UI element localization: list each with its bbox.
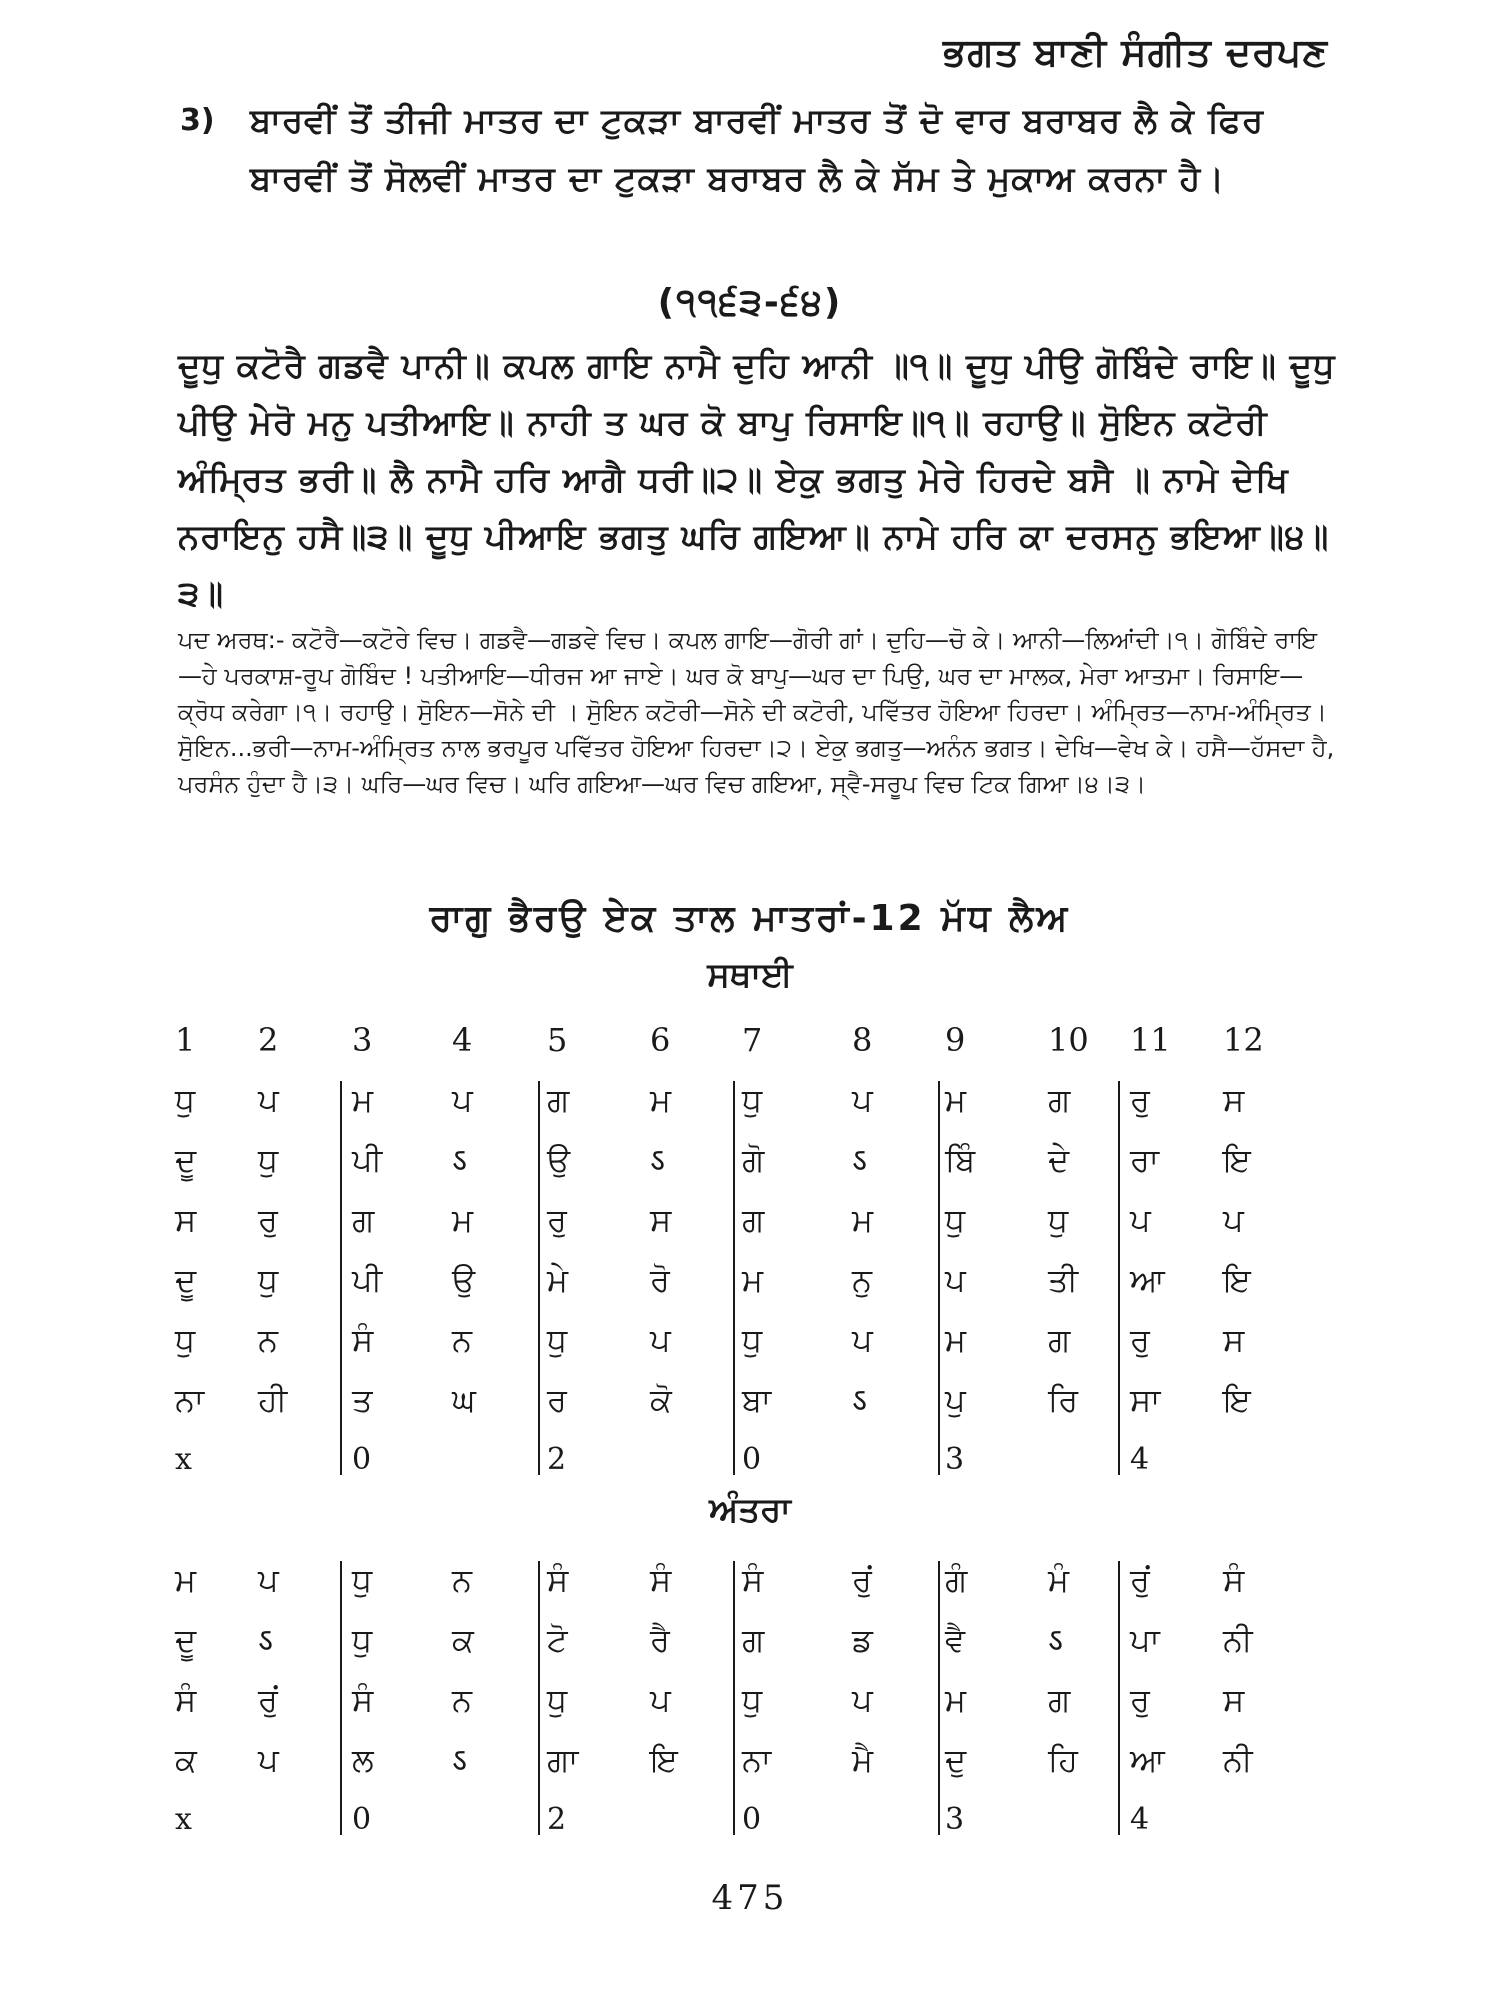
taal-mark: 0 — [742, 1802, 762, 1837]
beat-number: 1 — [175, 1021, 196, 1059]
swar-cell: ਪੀ — [352, 1141, 383, 1179]
swar-cell: ਮ — [945, 1081, 967, 1119]
swar-cell: ਤ — [352, 1381, 373, 1419]
swar-cell: ਮੰ — [1048, 1561, 1070, 1599]
swar-cell: ਸ — [175, 1201, 197, 1239]
rule-item — [180, 92, 1340, 208]
swar-cell: ਗ — [742, 1621, 765, 1659]
swar-cell: ਮ — [742, 1261, 764, 1299]
taal-mark: 0 — [352, 1442, 372, 1477]
swar-cell: ਨ — [258, 1321, 279, 1359]
swar-cell: ਗਾ — [547, 1741, 579, 1779]
swar-cell: ऽ — [452, 1741, 467, 1779]
swar-cell: ਗ — [1048, 1081, 1071, 1119]
swar-cell: ਮ — [175, 1561, 197, 1599]
swar-cell: ऽ — [650, 1141, 665, 1179]
swar-cell: ਬਾ — [742, 1381, 772, 1419]
swar-cell: ਉ — [452, 1261, 476, 1299]
swar-cell: ਧੁ — [258, 1261, 279, 1299]
swar-cell: ਪ — [650, 1321, 671, 1359]
swar-cell: ਹਿ — [1048, 1741, 1078, 1779]
running-header: ਭਗਤ ਬਾਣੀ ਸੰਗੀਤ ਦਰਪਣ — [943, 30, 1328, 74]
swar-cell: ਸ — [1223, 1081, 1245, 1119]
measure-bar-line — [538, 1561, 540, 1835]
measure-bar-line — [733, 1081, 735, 1475]
swar-cell: ਸ — [1223, 1681, 1245, 1719]
shabad-verse: ਦੂਧੁ ਕਟੋਰੈ ਗਡਵੈ ਪਾਨੀ॥ ਕਪਲ ਗਾਇ ਨਾਮੈ ਦੁਹਿ ਆਨੀ ॥੧॥ ਦੂਧੁ ਪੀਉ ਗੋਬਿੰਦੇ ਰਾਇ॥ ਦੂਧੁ ਪੀਉ ਮੇਰੋ ਮਨੁ ਪਤੀਆਇ॥ ਨਾਹੀ ਤ ਘਰ ਕੋ ਬਾਪੁ ਰਿਸਾਇ॥੧॥ ਰਹਾਉ॥ ਸੋੁਇਨ ਕਟੋਰੀ ਅੰਮ੍ਰਿਤ ਭਰੀ॥ ਲੈ ਨਾਮੈ ਹਰਿ ਆਗੈ ਧਰੀ॥੨॥ ਏਕੁ ਭਗਤੁ ਮੇਰੇ ਹਿਰਦੇ ਬਸੈ ॥ ਨਾਮੇ ਦੇਖਿ ਨਰਾਇਨੁ ਹਸੈ॥੩॥ ਦੂਧੁ ਪੀਆਇ ਭਗਤੁ ਘਰਿ ਗਇਆ॥ ਨਾਮੇ ਹਰਿ ਕਾ ਦਰਸਨੁ ਭਇਆ॥੪॥੩॥ — [178, 346, 1336, 614]
measure-bar-line — [538, 1081, 540, 1475]
swar-cell: ਨੀ — [1223, 1741, 1253, 1779]
swar-cell: ਮੇ — [547, 1261, 569, 1299]
swar-cell: ਰਾ — [1130, 1141, 1159, 1179]
swar-cell: ਮੈ — [852, 1741, 874, 1779]
swar-cell: ਨਾ — [742, 1741, 772, 1779]
swar-cell: ਨ — [452, 1321, 473, 1359]
swar-cell: ਇ — [1223, 1381, 1251, 1419]
swar-cell: ਸੰ — [1223, 1561, 1245, 1599]
swar-cell: ਉ — [547, 1141, 571, 1179]
swar-cell: ਗੋ — [742, 1141, 765, 1179]
sthai-title: ਸਥਾਈ — [707, 955, 793, 995]
beat-number-row — [0, 1015, 1500, 1065]
swar-cell: ਰਿ — [1048, 1381, 1079, 1419]
measure-bar-line — [1118, 1561, 1120, 1835]
swar-cell: ਨੀ — [1223, 1621, 1253, 1659]
swar-cell: ਸਾ — [1130, 1381, 1161, 1419]
sthai-row — [0, 1135, 1500, 1185]
beat-number: 9 — [945, 1021, 966, 1059]
swar-cell: ਧੁ — [352, 1561, 373, 1599]
swar-cell: ਧੁ — [352, 1621, 373, 1659]
swar-cell: ऽ — [452, 1141, 467, 1179]
swar-cell: ਪ — [945, 1261, 966, 1299]
swar-cell: ਪ — [258, 1561, 279, 1599]
swar-cell: ਸੰ — [175, 1681, 197, 1719]
glossary-label: ਪਦ ਅਰਥ:- — [178, 626, 285, 654]
taal-mark: 2 — [547, 1442, 567, 1477]
swar-cell: ਨ — [452, 1561, 473, 1599]
swar-cell: ਰੈ — [650, 1621, 670, 1659]
swar-cell: ਧੁ — [945, 1201, 966, 1239]
swar-cell: ਸ — [1223, 1321, 1245, 1359]
swar-cell: ਧੁ — [742, 1681, 763, 1719]
swar-cell: ऽ — [852, 1141, 867, 1179]
swar-cell: ਦੂ — [175, 1621, 197, 1659]
swar-cell: ਧੁ — [547, 1321, 568, 1359]
swar-cell: ਵੈ — [945, 1621, 966, 1659]
swar-cell: ਰੁ — [1130, 1321, 1150, 1359]
taal-mark: x — [175, 1442, 192, 1477]
swar-cell: ਆ — [1130, 1741, 1165, 1779]
swar-cell: ਪੁ — [945, 1381, 966, 1419]
raag-title: ਰਾਗੁ ਭੈਰਉ ਏਕ ਤਾਲ ਮਾਤਰਾਂ-12 ਮੱਧ ਲੈਅ — [429, 898, 1071, 939]
beat-number: 12 — [1223, 1021, 1264, 1059]
swar-cell: ऽ — [258, 1621, 273, 1659]
swar-cell: ਰ — [547, 1381, 567, 1419]
antra-row — [0, 1555, 1500, 1605]
swar-cell: ਡ — [852, 1621, 873, 1659]
swar-cell: ਧੁ — [175, 1081, 196, 1119]
swar-cell: ਪ — [852, 1681, 873, 1719]
antra-row — [0, 1615, 1500, 1665]
swar-cell: ਪ — [852, 1081, 873, 1119]
swar-cell: ऽ — [1048, 1621, 1063, 1659]
swar-cell: ਤੀ — [1048, 1261, 1079, 1299]
shabad-number: (੧੧੬੩-੬੪) — [657, 282, 843, 323]
swar-cell: ਧੁ — [1048, 1201, 1069, 1239]
beat-number: 5 — [547, 1021, 568, 1059]
swar-cell: ਪ — [852, 1321, 873, 1359]
beat-number: 7 — [742, 1021, 763, 1059]
measure-bar-line — [733, 1561, 735, 1835]
taal-mark: 2 — [547, 1802, 567, 1837]
swar-cell: ਧੁ — [742, 1321, 763, 1359]
swar-cell: ਸੰ — [650, 1561, 672, 1599]
swar-cell: ਧੁ — [175, 1321, 196, 1359]
swar-cell: ਬਿੰ — [945, 1141, 976, 1179]
swar-cell: ਸੰ — [742, 1561, 764, 1599]
antra-row — [0, 1735, 1500, 1785]
swar-cell: ਪ — [1223, 1201, 1244, 1239]
taal-mark: 4 — [1130, 1802, 1150, 1837]
swar-cell: ਗੰ — [945, 1561, 968, 1599]
swar-cell: ਨ — [452, 1681, 473, 1719]
swar-cell: ਦੂ — [175, 1261, 197, 1299]
swar-cell: ਆ — [1130, 1261, 1165, 1299]
swar-cell: ਰੁਂ — [1130, 1561, 1150, 1599]
swar-cell: ਮ — [650, 1081, 672, 1119]
swar-cell: ਇ — [1223, 1141, 1251, 1179]
swar-cell: ਟੋ — [547, 1621, 568, 1659]
swar-cell: ਦੇ — [1048, 1141, 1070, 1179]
rule-text: ਬਾਰਵੀਂ ਤੋਂ ਤੀਜੀ ਮਾਤਰ ਦਾ ਟੁਕੜਾ ਬਾਰਵੀਂ ਮਾਤਰ ਤੋਂ ਦੋ ਵਾਰ ਬਰਾਬਰ ਲੈ ਕੇ ਫਿਰ ਬਾਰਵੀਂ ਤੋਂ ਸੋਲਵੀਂ ਮਾਤਰ ਦਾ ਟੁਕੜਾ ਬਰਾਬਰ ਲੈ ਕੇ ਸੱਮ ਤੇ ਮੁਕਾਅ ਕਰਨਾ ਹੈ। — [250, 101, 1265, 199]
swar-cell: ਸੰ — [547, 1561, 569, 1599]
beat-number: 3 — [352, 1021, 373, 1059]
swar-cell: ਕ — [452, 1621, 474, 1659]
swar-cell: ਰੁ — [547, 1201, 567, 1239]
swar-cell: ਕ — [175, 1741, 197, 1779]
taal-mark: 0 — [352, 1802, 372, 1837]
swar-cell: ਗ — [352, 1201, 375, 1239]
swar-cell: ऽ — [852, 1381, 867, 1419]
taal-mark: 4 — [1130, 1442, 1150, 1477]
glossary-text: ਕਟੋਰੈ—ਕਟੋਰੇ ਵਿਚ। ਗਡਵੈ—ਗਡਵੇ ਵਿਚ। ਕਪਲ ਗਾਇ—ਗੋਰੀ ਗਾਂ। ਦੁਹਿ—ਚੋ ਕੇ। ਆਨੀ—ਲਿਆਂਦੀ।੧। ਗੋਬਿੰਦੇ ਰਾਇ—ਹੇ ਪਰਕਾਸ਼-ਰੂਪ ਗੋਬਿੰਦ ! ਪਤੀਆਇ—ਧੀਰਜ ਆ ਜਾਏ। ਘਰ ਕੋ ਬਾਪੁ—ਘਰ ਦਾ ਪਿਉ, ਘਰ ਦਾ ਮਾਲਕ, ਮੇਰਾ ਆਤਮਾ। ਰਿਸਾਇ—ਕ੍ਰੋਧ ਕਰੇਗਾ।੧। ਰਹਾਉ। ਸੋੁਇਨ—ਸੋਨੇ ਦੀ । ਸੋੁਇਨ ਕਟੋਰੀ—ਸੋਨੇ ਦੀ ਕਟੋਰੀ, ਪਵਿੱਤਰ ਹੋਇਆ ਹਿਰਦਾ। ਅੰਮ੍ਰਿਤ—ਨਾਮ-ਅੰਮ੍ਰਿਤ। ਸੋੁਇਨ...ਭਰੀ—ਨਾਮ-ਅੰਮ੍ਰਿਤ ਨਾਲ ਭਰਪੂਰ ਪਵਿੱਤਰ ਹੋਇਆ ਹਿਰਦਾ।੨। ਏਕੁ ਭਗਤੁ—ਅਨੰਨ ਭਗਤ। ਦੇਖਿ—ਵੇਖ ਕੇ। ਹਸੈ—ਹੱਸਦਾ ਹੈ, ਪਰਸੰਨ ਹੁੰਦਾ ਹੈ।੩। ਘਰਿ—ਘਰ ਵਿਚ। ਘਰਿ ਗਇਆ—ਘਰ ਵਿਚ ਗਇਆ, ਸ੍ਵੈ-ਸਰੂਪ ਵਿਚ ਟਿਕ ਗਿਆ।੪।੩। — [178, 626, 1335, 798]
swar-cell: ਇ — [650, 1741, 678, 1779]
measure-bar-line — [1118, 1081, 1120, 1475]
glossary — [178, 622, 1340, 802]
swar-cell: ਨਾ — [175, 1381, 205, 1419]
swar-cell: ਧੁ — [742, 1081, 763, 1119]
swar-cell: ਨੁ — [852, 1261, 873, 1299]
swar-cell: ਗ — [1048, 1321, 1071, 1359]
measure-bar-line — [340, 1561, 342, 1835]
swar-cell: ਘ — [452, 1381, 476, 1419]
swar-cell: ਪਾ — [1130, 1621, 1160, 1659]
beat-number: 11 — [1130, 1021, 1171, 1059]
rule-number: 3) — [180, 103, 215, 138]
swar-cell: ਸੰ — [352, 1681, 374, 1719]
swar-cell: ਮ — [945, 1681, 967, 1719]
measure-bar-line — [340, 1081, 342, 1475]
measure-bar-line — [938, 1081, 940, 1475]
swar-cell: ਮ — [352, 1081, 374, 1119]
swar-cell: ਮ — [452, 1201, 474, 1239]
swar-cell: ਰੁ — [258, 1201, 278, 1239]
antra-taal-marks — [0, 1795, 1500, 1845]
beat-number: 2 — [258, 1021, 279, 1059]
beat-number: 4 — [452, 1021, 473, 1059]
swar-cell: ਕੋ — [650, 1381, 672, 1419]
sthai-row — [0, 1375, 1500, 1425]
taal-mark: 3 — [945, 1802, 965, 1837]
taal-mark: 3 — [945, 1442, 965, 1477]
swar-cell: ਦੁ — [945, 1741, 967, 1779]
measure-bar-line — [938, 1561, 940, 1835]
swar-cell: ਗ — [547, 1081, 570, 1119]
beat-number: 8 — [852, 1021, 873, 1059]
swar-cell: ਸੰ — [352, 1321, 374, 1359]
swar-cell: ਸ — [650, 1201, 672, 1239]
sthai-row — [0, 1075, 1500, 1125]
swar-cell: ਰੁਂ — [258, 1681, 278, 1719]
swar-cell: ਪ — [258, 1741, 279, 1779]
swar-cell: ਪ — [1130, 1201, 1151, 1239]
swar-cell: ਰੋ — [650, 1261, 670, 1299]
sthai-row — [0, 1195, 1500, 1245]
swar-cell: ਪ — [650, 1681, 671, 1719]
swar-cell: ਪ — [452, 1081, 473, 1119]
beat-number: 10 — [1048, 1021, 1089, 1059]
swar-cell: ਪੀ — [352, 1261, 383, 1299]
taal-mark: x — [175, 1802, 192, 1837]
swar-cell: ਮ — [852, 1201, 874, 1239]
antra-row — [0, 1675, 1500, 1725]
swar-cell: ਗ — [1048, 1681, 1071, 1719]
swar-cell: ਗ — [742, 1201, 765, 1239]
sthai-row — [0, 1255, 1500, 1305]
swar-cell: ਮ — [945, 1321, 967, 1359]
sthai-row — [0, 1315, 1500, 1365]
swar-cell: ਰੁ — [1130, 1081, 1150, 1119]
swar-cell: ਧੁ — [547, 1681, 568, 1719]
swar-cell: ਪ — [258, 1081, 279, 1119]
swar-cell: ਇ — [1223, 1261, 1251, 1299]
swar-cell: ਦੂ — [175, 1141, 197, 1179]
page-number: 475 — [711, 1878, 789, 1918]
swar-cell: ਧੁ — [258, 1141, 279, 1179]
sthai-taal-marks — [0, 1435, 1500, 1485]
swar-cell: ਰੁਂ — [852, 1561, 872, 1599]
swar-cell: ਹੀ — [258, 1381, 288, 1419]
antra-title: ਅੰਤਰਾ — [709, 1490, 791, 1530]
swar-cell: ਲ — [352, 1741, 374, 1779]
beat-number: 6 — [650, 1021, 671, 1059]
swar-cell: ਰੁ — [1130, 1681, 1150, 1719]
taal-mark: 0 — [742, 1442, 762, 1477]
